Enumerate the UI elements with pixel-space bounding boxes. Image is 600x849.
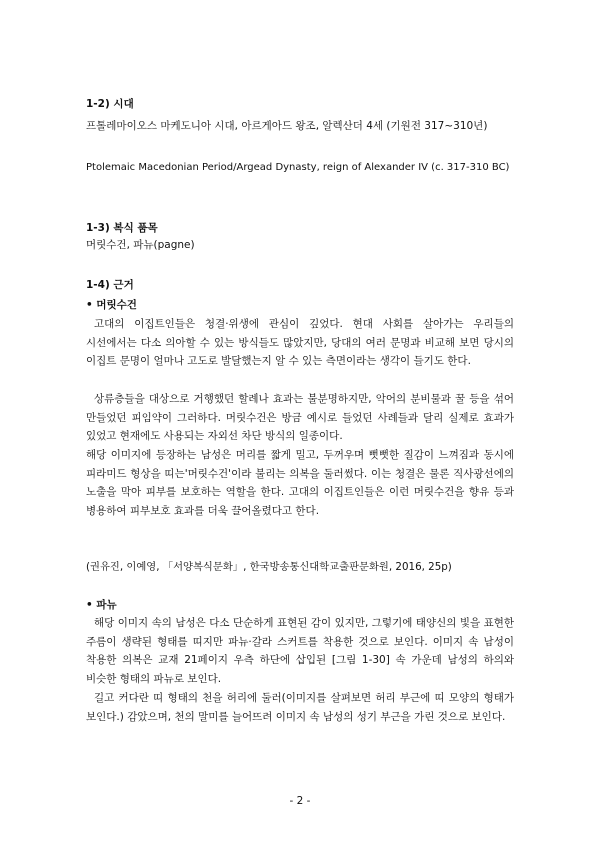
pagne-paragraph-2: 길고 커다란 띠 형태의 천을 허리에 둘러(이미지를 살펴보면 허리 부근에 띠 모양의 형태가 보인다.) 감았으며, 천의 말미를 늘어뜨려 이미지 속 남성의 성기 부근을 가린 것으로 보인다.	[86, 692, 514, 723]
items-text: 머릿수건, 파뉴(pagne)	[86, 239, 195, 251]
era-korean-text: 프톨레마이오스 마케도니아 시대, 아르게아드 왕조, 알렉산더 4세 (기원전 317~310년)	[86, 120, 488, 132]
era-english-text: Ptolemaic Macedonian Period/Argead Dynasty, reign of Alexander IV (c. 317-310 BC)	[86, 162, 510, 173]
headscarf-paragraph-3: 해당 이미지에 등장하는 남성은 머리를 짧게 밀고, 두꺼우며 뻣뻣한 질감이 느껴짐과 동시에 피라미드 형상을 띠는'머릿수건'이라 불리는 의복을 둘러썼다. 이는 청결은 물론 직사광선에의 노출을 막아 피부를 보호하는 역할을 한다. 고대의 이집트인들은 이런 머릿수건을 향유 등과 병용하여 피부보호 효과를 더욱 끌어올렸다고 한다.	[86, 449, 514, 517]
pagne-title: • 파뉴	[86, 599, 117, 611]
era-heading: 1-2) 시대	[86, 98, 134, 110]
headscarf-citation: (권유진, 이예영, 「서양복식문화」, 한국방송통신대학교출판문화원, 2016, 25p)	[86, 561, 452, 573]
headscarf-title: • 머릿수건	[86, 299, 137, 311]
items-heading: 1-3) 복식 품목	[86, 222, 158, 234]
headscarf-paragraph-2: 상류층들을 대상으로 거행했던 할례나 효과는 불분명하지만, 악어의 분비물과 꿀 등을 섞어 만들었던 피임약이 그러하다. 머릿수건은 방금 예시로 들었던 사례들과 달리 실제로 효과가 있었고 현재에도 사용되는 자외선 차단 방식의 일종이다.	[86, 393, 514, 443]
pagne-paragraph-1: 해당 이미지 속의 남성은 다소 단순하게 표현된 감이 있지만, 그렇기에 태양신의 빛을 표현한 주름이 생략된 형태를 띠지만 파뉴·갈라 스커트를 착용한 것으로 보인다. 이미지 속 남성이 착용한 의복은 교재 21페이지 우측 하단에 삽입된 [그림 1-30] 속 가운데 남성의 하의와 비슷한 형태의 파뉴로 보인다.	[86, 617, 514, 685]
page-number: - 2 -	[289, 795, 311, 807]
headscarf-paragraph-1: 고대의 이집트인들은 청결·위생에 관심이 깊었다. 현대 사회를 살아가는 우리들의 시선에서는 다소 의아할 수 있는 방식들도 많았지만, 당대의 여러 문명과 비교해 보면 당시의 이집트 문명이 얼마나 고도로 발달했는지 알 수 있는 측면이라는 생각이 들기도 한다.	[86, 318, 514, 368]
basis-heading: 1-4) 근거	[86, 279, 134, 291]
